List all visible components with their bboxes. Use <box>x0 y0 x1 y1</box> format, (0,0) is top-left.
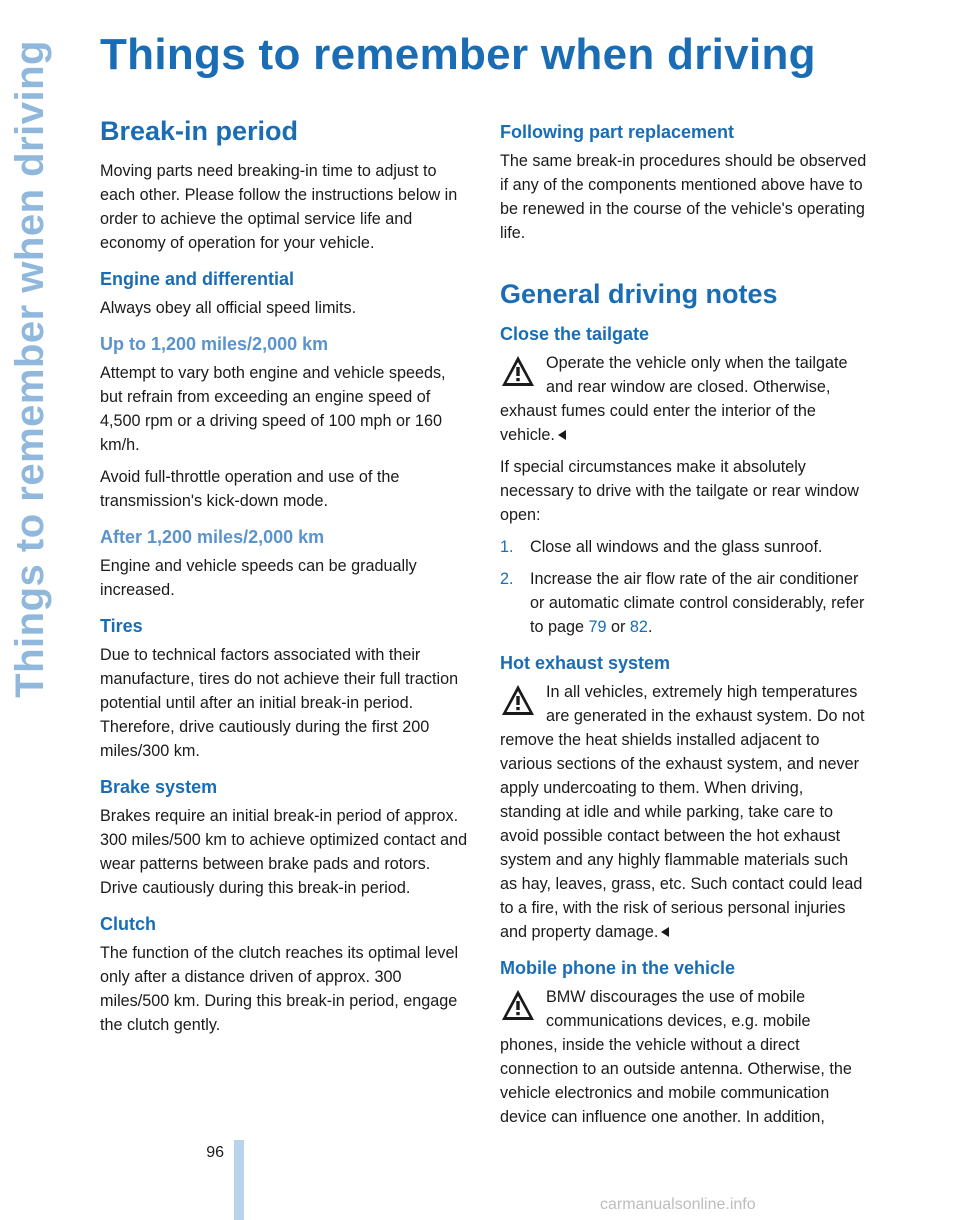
replacement-heading: Following part replacement <box>500 122 735 142</box>
step-text: Close all windows and the glass sunroof. <box>530 538 823 556</box>
step-text: Increase the air flow rate of the air conditioner or automatic climate control considerably, refer to page 79 or 82. <box>530 570 865 636</box>
page-link-82[interactable]: 82 <box>629 618 648 636</box>
general-notes-heading: General driving notes <box>500 279 778 309</box>
side-title <box>4 40 56 1160</box>
break-in-intro: Moving parts need breaking-in time to adjust to each other. Please follow the instructions below in order to achieve the optimal service life and economy of operation for your vehicle. <box>100 162 458 252</box>
brake-text: Brakes require an initial break-in period of approx. 300 miles/500 km to achieve optimized contact and wear patterns between brake pads and rotors. Drive cautiously during this break-in period. <box>100 807 468 897</box>
right-column <box>500 116 868 1137</box>
end-of-warning-arrow-icon <box>558 430 566 440</box>
page-number: 96 <box>206 1144 224 1161</box>
tires-text: Due to technical factors associated with their manufacture, tires do not achieve their full traction potential until after an initial break-in period. Therefore, drive cautiously during the first 200 miles/300 km. <box>100 646 459 760</box>
tailgate-warning <box>500 351 868 447</box>
watermark: carmanualsonline.info <box>600 1196 756 1213</box>
break-in-heading: Break-in period <box>100 116 299 146</box>
engine-text: Always obey all official speed limits. <box>100 299 357 317</box>
step-number: 1. <box>500 538 514 556</box>
mobile-warning-text: BMW discourages the use of mobile communications devices, e.g. mobile phones, inside the vehicle without a direct connection to an outside antenna. Otherwise, the vehicle electronics and mobile communication device can influence one another. In addition, <box>500 988 852 1126</box>
page-title: Things to remember when driving <box>100 30 816 79</box>
warning-triangle-icon <box>500 987 536 1023</box>
mobile-warning <box>500 985 868 1129</box>
warning-triangle-icon <box>500 353 536 389</box>
left-column <box>100 116 468 1045</box>
step-number: 2. <box>500 570 514 588</box>
warning-triangle-icon <box>500 682 536 718</box>
after-heading: After 1,200 miles/2,000 km <box>100 527 325 547</box>
after-text: Engine and vehicle speeds can be gradually increased. <box>100 557 417 599</box>
tailgate-text: If special circumstances make it absolutely necessary to drive with the tailgate or rear window open: <box>500 458 859 524</box>
footer-bar <box>234 1140 244 1220</box>
exhaust-heading: Hot exhaust system <box>500 653 671 673</box>
replacement-text: The same break-in procedures should be observed if any of the components mentioned above have to be renewed in the course of the vehicle's operating life. <box>500 152 867 242</box>
mobile-heading: Mobile phone in the vehicle <box>500 958 736 978</box>
clutch-heading: Clutch <box>100 914 156 934</box>
upto-heading: Up to 1,200 miles/2,000 km <box>100 334 329 354</box>
page-link-79[interactable]: 79 <box>588 618 607 636</box>
tires-heading: Tires <box>100 616 143 636</box>
brake-heading: Brake system <box>100 777 218 797</box>
upto-text-1: Attempt to vary both engine and vehicle speeds, but refrain from exceeding an engine speed of 4,500 rpm or a driving speed of 100 mph or 160 km/h. <box>100 364 446 454</box>
tailgate-warning-text: Operate the vehicle only when the tailgate and rear window are closed. Otherwise, exhaust fumes could enter the interior of the vehicle. <box>500 354 848 444</box>
upto-text-2: Avoid full-throttle operation and use of the transmission's kick-down mode. <box>100 468 400 510</box>
exhaust-warning <box>500 680 868 944</box>
tailgate-steps <box>500 535 868 639</box>
list-item <box>500 535 868 559</box>
list-item <box>500 567 868 639</box>
tailgate-heading: Close the tailgate <box>500 324 650 344</box>
engine-heading: Engine and differential <box>100 269 295 289</box>
side-title-text: Things to remember when driving <box>8 40 52 698</box>
exhaust-warning-text: In all vehicles, extremely high temperatures are generated in the exhaust system. Do not remove the heat shields installed adjacent to various sections of the exhaust system, and never apply undercoating to them. When driving, standing at idle and while parking, take care to avoid possible contact between the hot exhaust system and any highly flammable materials such as hay, leaves, grass, etc. Such contact could lead to a fire, with the risk of serious personal injuries and property damage. <box>500 683 865 941</box>
clutch-text: The function of the clutch reaches its optimal level only after a distance driven of approx. 300 miles/500 km. During this break-in period, engage the clutch gently. <box>100 944 459 1034</box>
end-of-warning-arrow-icon <box>661 927 669 937</box>
